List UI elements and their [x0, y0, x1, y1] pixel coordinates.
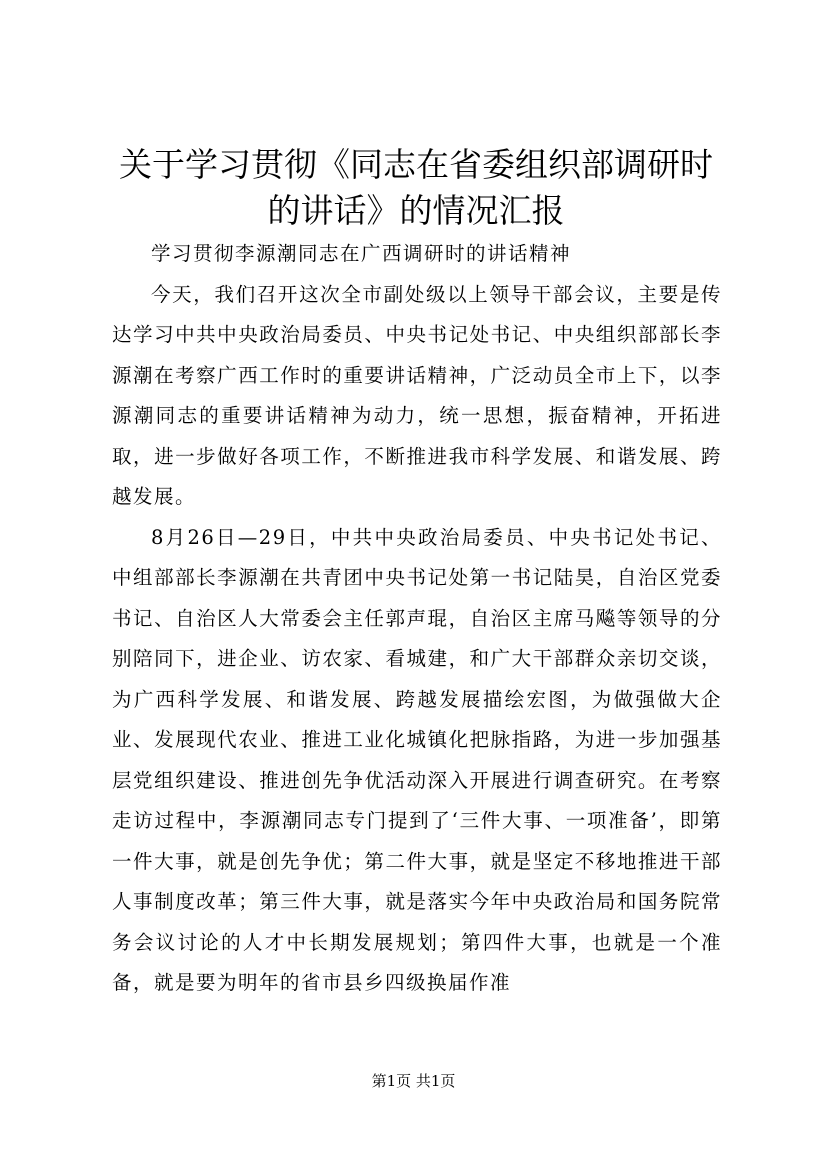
- document-subtitle: 学习贯彻李源潮同志在广西调研时的讲话精神: [151, 242, 572, 265]
- paragraph-2: 8月26日—29日，中共中央政治局委员、中央书记处书记、中组部部长李源潮在共青团中央书记处第一书记陆昊，自治区党委书记、自治区人大常委会主任郭声琨，自治区主席马飚等领导的分别陪同下，进企业、访农家、看城建，和广大干部群众亲切交谈，为广西科学发展、和谐发展、跨越发展描绘宏图，为做强做大企业、发展现代农业、推进工业化城镇化把脉指路，为进一步加强基层党组织建设、推进创先争优活动深入开展进行调查研究。在考察走访过程中，李源潮同志专门提到了‘三件大事、一项准备’，即第一件大事，就是创先争优；第二件大事，就是坚定不移地推进干部人事制度改革；第三件大事，就是落实今年中央政治局和国务院常务会议讨论的人才中长期发展规划；第四件大事，也就是一个准备，就是要为明年的省市县乡四级换届作准: [112, 525, 722, 994]
- page-footer: 第1页 共1页: [371, 1072, 456, 1090]
- document-body: [112, 234, 722, 1004]
- paragraph-1: 今天，我们召开这次全市副处级以上领导干部会议，主要是传达学习中共中央政治局委员、中央书记处书记、中央组织部部长李源潮在考察广西工作时的重要讲话精神，广泛动员全市上下，以李源潮同志的重要讲话精神为动力，统一思想，振奋精神，开拓进取，进一步做好各项工作，不断推进我市科学发展、和谐发展、跨越发展。: [112, 282, 722, 508]
- document-title: 关于学习贯彻《同志在省委组织部调研时的讲话》的情况汇报: [119, 145, 713, 230]
